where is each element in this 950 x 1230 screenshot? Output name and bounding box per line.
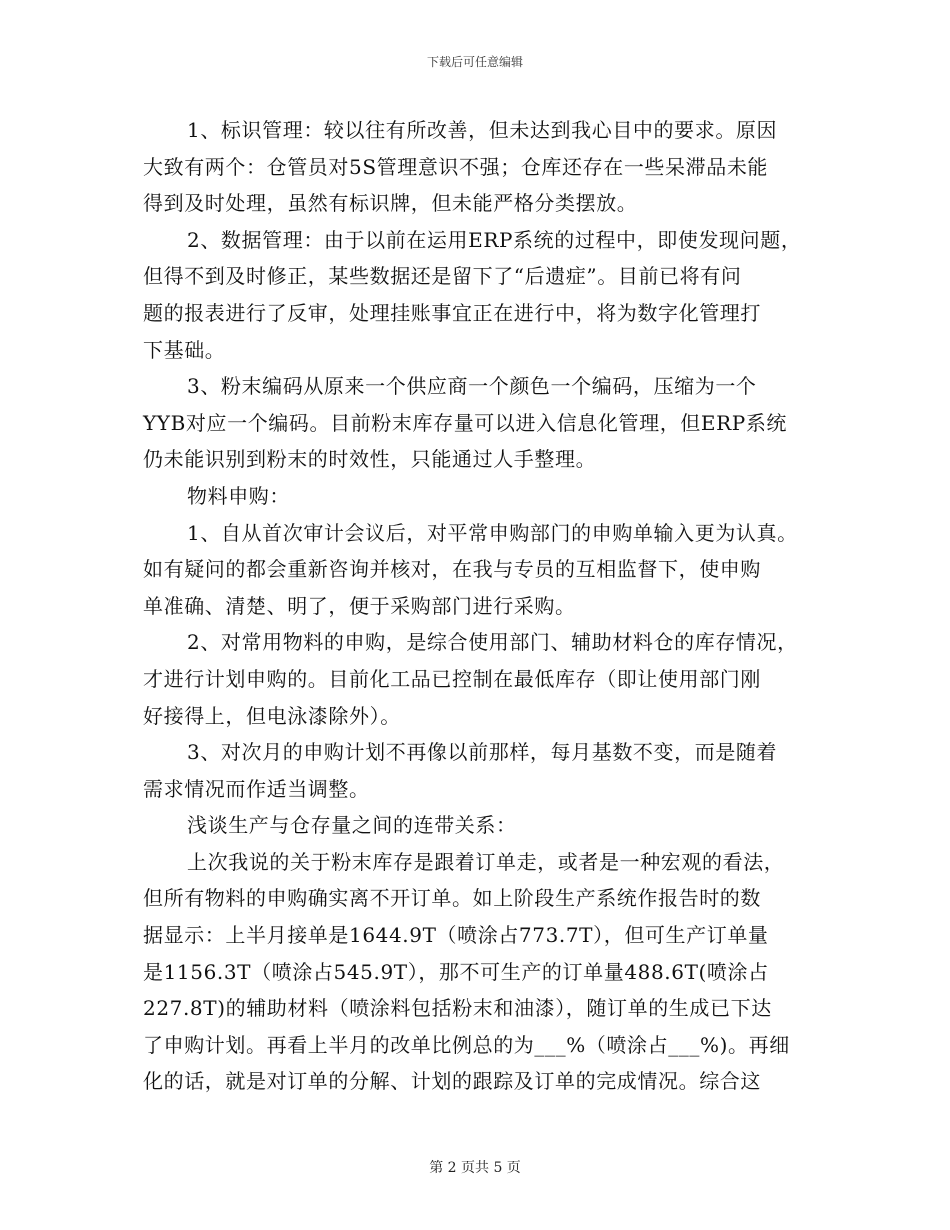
text-line: 据显示：上半月接单是1644.9T（喷涂占773.7T），但可生产订单量: [143, 923, 769, 948]
text-line: 2、对常用物料的申购，是综合使用部门、辅助材料仓的库存情况，: [187, 630, 798, 655]
text-line: 大致有两个：仓管员对5S管理意识不强；仓库还存在一些呆滞品未能: [143, 154, 769, 179]
section-heading: 物料申购：: [187, 483, 290, 508]
text-line: 上次我说的关于粉末库存是跟着订单走，或者是一种宏观的看法，: [187, 849, 785, 874]
text-line: 3、粉末编码从原来一个供应商一个颜色一个编码，压缩为一个: [187, 374, 757, 399]
text-line: 题的报表进行了反审，处理挂账事宜正在进行中，将为数字化管理打: [143, 300, 761, 325]
page-header: 下载后可任意编辑: [426, 55, 523, 69]
text-line: 需求情况而作适当调整。: [143, 776, 370, 801]
text-line: 得到及时处理，虽然有标识牌，但未能严格分类摆放。: [143, 191, 638, 216]
text-line: 如有疑问的都会重新咨询并核对，在我与专员的互相监督下，使申购: [143, 557, 761, 582]
text-line: 但所有物料的申购确实离不开订单。如上阶段生产系统作报告时的数: [143, 886, 761, 911]
text-line: 1、自从首次审计会议后，对平常申购部门的申购单输入更为认真。: [187, 520, 798, 545]
text-line: 2、数据管理：由于以前在运用ERP系统的过程中，即使发现问题，: [187, 227, 802, 252]
document-body: [143, 112, 823, 1100]
section-heading: 浅谈生产与仓存量之间的连带关系：: [187, 813, 517, 838]
text-line: 才进行计划申购的。目前化工品已控制在最低库存（即让使用部门刚: [143, 666, 761, 691]
text-line: 化的话，就是对订单的分解、计划的跟踪及订单的完成情况。综合这: [143, 1069, 761, 1094]
text-line: 1、标识管理：较以往有所改善，但未达到我心目中的要求。原因: [187, 118, 778, 142]
text-line: 了申购计划。再看上半月的改单比例总的为___%（喷涂占___%)。再细: [143, 1032, 790, 1057]
text-line: 下基础。: [143, 337, 226, 362]
text-line: 是1156.3T（喷涂占545.9T），那不可生产的订单量488.6T(喷涂占: [143, 959, 769, 984]
page-footer: 第 2 页共 5 页: [429, 1160, 521, 1176]
text-line: YYB对应一个编码。目前粉末库存量可以进入信息化管理，但ERP系统: [143, 410, 788, 435]
text-line: 3、对次月的申购计划不再像以前那样，每月基数不变，而是随着: [187, 740, 778, 765]
text-line: 单准确、清楚、明了，便于采购部门进行采购。: [143, 593, 576, 618]
text-line: 好接得上，但电泳漆除外）。: [143, 703, 401, 728]
text-line: 227.8T)的辅助材料（喷涂料包括粉末和油漆），随订单的生成已下达: [143, 996, 772, 1021]
text-line: 仍未能识别到粉末的时效性，只能通过人手整理。: [143, 447, 597, 472]
text-line: 但得不到及时修正，某些数据还是留下了“后遗症”。目前已将有问: [143, 264, 742, 289]
